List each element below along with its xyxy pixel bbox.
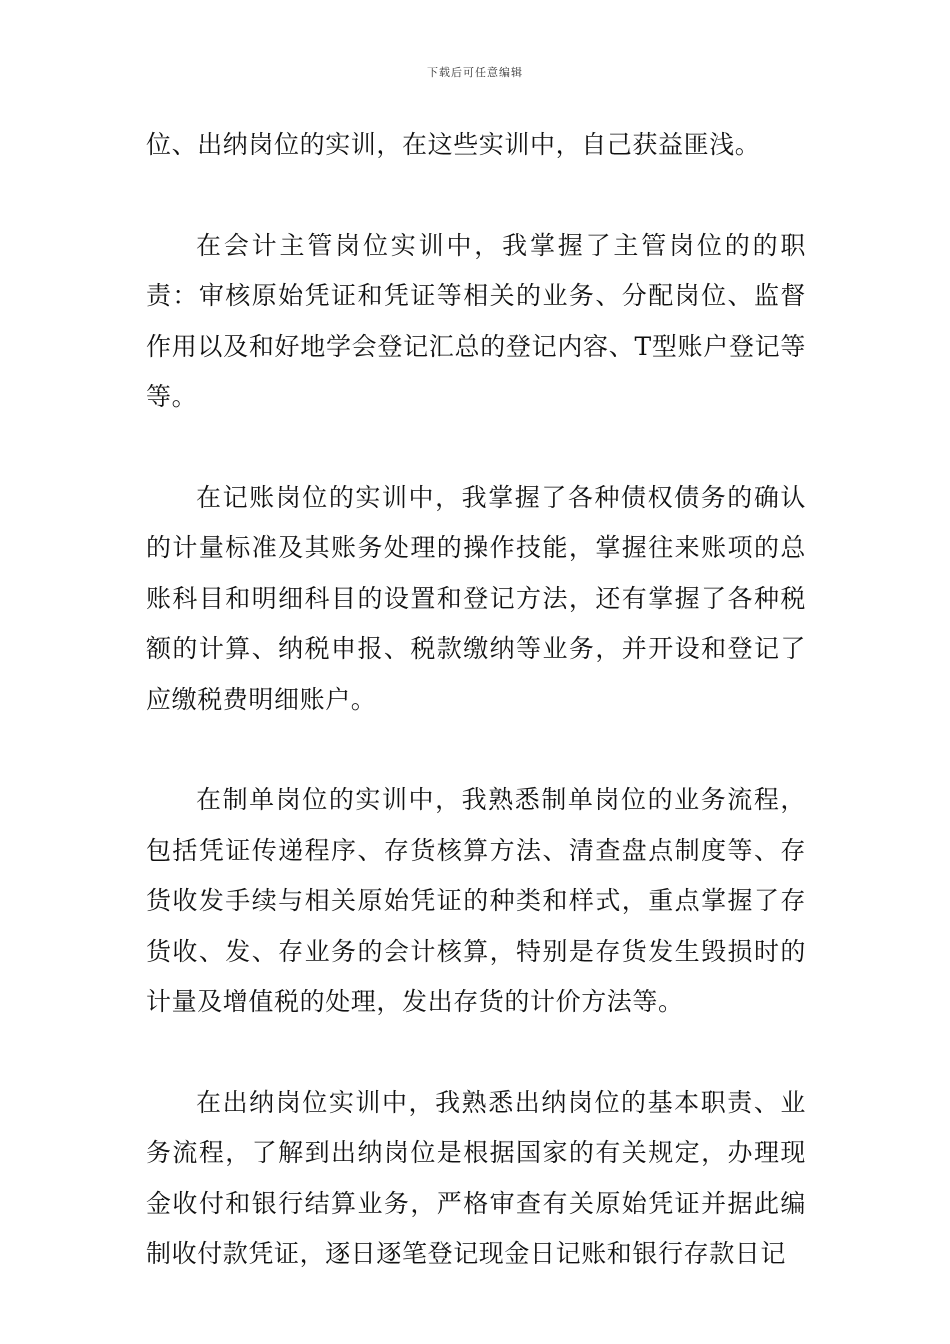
- paragraph-accounting-supervisor: 在会计主管岗位实训中，我掌握了主管岗位的的职责：审核原始凭证和凭证等相关的业务、分配岗位、监督作用以及和好地学会登记汇总的登记内容、T型账户登记等等。: [146, 230, 806, 411]
- document-body: [146, 120, 806, 1280]
- paragraph-voucher-preparation: 在制单岗位的实训中，我熟悉制单岗位的业务流程，包括凭证传递程序、存货核算方法、清查盘点制度等、存货收发手续与相关原始凭证的种类和样式，重点掌握了存货收、发、存业务的会计核算，特别是存货发生毁损时的计量及增值税的处理，发出存货的计价方法等。: [146, 785, 806, 1016]
- paragraph-bookkeeping: 在记账岗位的实训中，我掌握了各种债权债务的确认的计量标准及其账务处理的操作技能，掌握往来账项的总账科目和明细科目的设置和登记方法，还有掌握了各种税额的计算、纳税申报、税款缴纳等业务，并开设和登记了应缴税费明细账户。: [146, 482, 806, 714]
- paragraph-continuation: 位、出纳岗位的实训，在这些实训中，自己获益匪浅。: [146, 130, 761, 159]
- header-note: 下载后可任意编辑: [427, 66, 523, 79]
- paragraph-cashier: 在出纳岗位实训中，我熟悉出纳岗位的基本职责、业务流程，了解到出纳岗位是根据国家的有关规定，办理现金收付和银行结算业务，严格审查有关原始凭证并据此编制收付款凭证，逐日逐笔登记现金日记账和银行存款日记: [146, 1087, 806, 1268]
